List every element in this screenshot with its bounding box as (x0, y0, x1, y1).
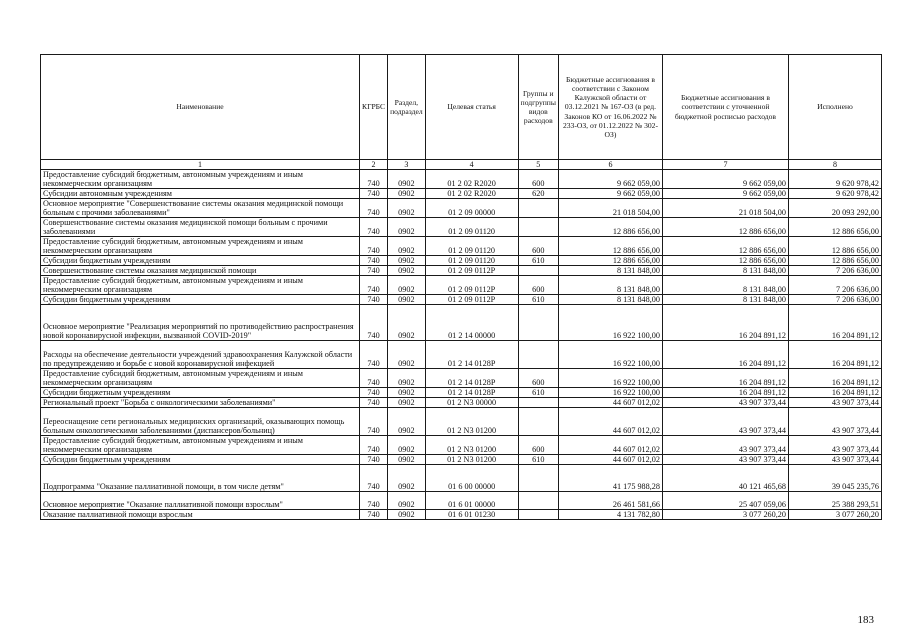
cell-name: Совершенствование системы оказания медицинской помощи (41, 266, 360, 276)
cell-group: 610 (518, 295, 558, 305)
cell-refined-appropriation: 9 662 059,00 (662, 189, 788, 199)
cell-executed: 16 204 891,12 (788, 388, 881, 398)
cell-target: 01 2 09 00000 (425, 199, 518, 218)
cell-name: Переоснащение сети региональных медицинских организаций, оказывающих помощь больным онкологическими заболеваниями (диспансеров/больниц) (41, 408, 360, 436)
cell-law-appropriation: 44 607 012,02 (558, 436, 662, 455)
cell-executed: 16 204 891,12 (788, 305, 881, 341)
cell-kgrbs: 740 (360, 369, 388, 388)
cell-name: Подпрограмма "Оказание паллиативной помощи, в том числе детям" (41, 465, 360, 492)
cell-target: 01 2 N3 01200 (425, 408, 518, 436)
cell-group: 610 (518, 455, 558, 465)
cell-name: Основное мероприятие "Реализация мероприятий по противодействию распространения новой коронавирусной инфекции, вызванной COVID-2019" (41, 305, 360, 341)
cell-group (518, 266, 558, 276)
cell-law-appropriation: 16 922 100,00 (558, 305, 662, 341)
cell-refined-appropriation: 8 131 848,00 (662, 266, 788, 276)
cell-group: 600 (518, 276, 558, 295)
header-executed: Исполнено (788, 55, 881, 160)
cell-section: 0902 (388, 455, 426, 465)
table-row (41, 408, 882, 436)
cell-refined-appropriation: 16 204 891,12 (662, 369, 788, 388)
cell-kgrbs: 740 (360, 189, 388, 199)
cell-refined-appropriation: 3 077 260,20 (662, 510, 788, 520)
cell-executed: 43 907 373,44 (788, 455, 881, 465)
cell-executed: 16 204 891,12 (788, 369, 881, 388)
cell-executed: 9 620 978,42 (788, 170, 881, 189)
table-row (41, 492, 882, 510)
cell-refined-appropriation: 21 018 504,00 (662, 199, 788, 218)
cell-executed: 12 886 656,00 (788, 256, 881, 266)
cell-group (518, 492, 558, 510)
cell-name: Предоставление субсидий бюджетным, автономным учреждениям и иным некоммерческим организациям (41, 276, 360, 295)
header-target: Целевая статья (425, 55, 518, 160)
cell-section: 0902 (388, 510, 426, 520)
cell-executed: 25 388 293,51 (788, 492, 881, 510)
table-row (41, 465, 882, 492)
cell-kgrbs: 740 (360, 218, 388, 237)
cell-target: 01 2 14 0128Р (425, 388, 518, 398)
cell-name: Предоставление субсидий бюджетным, автономным учреждениям и иным некоммерческим организациям (41, 237, 360, 256)
cell-target: 01 2 09 01120 (425, 237, 518, 256)
column-number: 8 (788, 160, 881, 170)
cell-kgrbs: 740 (360, 455, 388, 465)
cell-section: 0902 (388, 492, 426, 510)
cell-name: Оказание паллиативной помощи взрослым (41, 510, 360, 520)
column-number: 5 (518, 160, 558, 170)
table-row (41, 436, 882, 455)
table-row (41, 189, 882, 199)
cell-name: Субсидии бюджетным учреждениям (41, 256, 360, 266)
cell-target: 01 2 09 0112Р (425, 276, 518, 295)
cell-target: 01 2 N3 01200 (425, 455, 518, 465)
cell-group (518, 305, 558, 341)
cell-executed: 43 907 373,44 (788, 398, 881, 408)
cell-refined-appropriation: 8 131 848,00 (662, 295, 788, 305)
table-row (41, 199, 882, 218)
table-body (41, 170, 882, 520)
table-row (41, 276, 882, 295)
cell-law-appropriation: 44 607 012,02 (558, 408, 662, 436)
cell-group: 620 (518, 189, 558, 199)
cell-section: 0902 (388, 237, 426, 256)
cell-executed: 7 206 636,00 (788, 295, 881, 305)
cell-kgrbs: 740 (360, 266, 388, 276)
cell-section: 0902 (388, 398, 426, 408)
column-number: 6 (558, 160, 662, 170)
column-number: 1 (41, 160, 360, 170)
cell-kgrbs: 740 (360, 276, 388, 295)
table-row (41, 510, 882, 520)
page-number: 183 (857, 614, 874, 626)
cell-kgrbs: 740 (360, 305, 388, 341)
cell-refined-appropriation: 43 907 373,44 (662, 436, 788, 455)
cell-kgrbs: 740 (360, 408, 388, 436)
cell-target: 01 6 01 01230 (425, 510, 518, 520)
cell-section: 0902 (388, 305, 426, 341)
cell-executed: 43 907 373,44 (788, 408, 881, 436)
cell-refined-appropriation: 12 886 656,00 (662, 237, 788, 256)
cell-section: 0902 (388, 388, 426, 398)
cell-group (518, 510, 558, 520)
cell-law-appropriation: 12 886 656,00 (558, 237, 662, 256)
cell-kgrbs: 740 (360, 436, 388, 455)
cell-law-appropriation: 8 131 848,00 (558, 276, 662, 295)
cell-target: 01 6 00 00000 (425, 465, 518, 492)
cell-refined-appropriation: 43 907 373,44 (662, 398, 788, 408)
cell-group: 600 (518, 369, 558, 388)
cell-law-appropriation: 9 662 059,00 (558, 170, 662, 189)
cell-refined-appropriation: 43 907 373,44 (662, 455, 788, 465)
cell-law-appropriation: 41 175 988,28 (558, 465, 662, 492)
cell-group: 610 (518, 256, 558, 266)
cell-name: Региональный проект "Борьба с онкологическими заболеваниями" (41, 398, 360, 408)
cell-group (518, 199, 558, 218)
cell-section: 0902 (388, 276, 426, 295)
cell-law-appropriation: 16 922 100,00 (558, 388, 662, 398)
cell-kgrbs: 740 (360, 510, 388, 520)
cell-group: 600 (518, 436, 558, 455)
column-number: 7 (662, 160, 788, 170)
cell-kgrbs: 740 (360, 492, 388, 510)
table-row (41, 295, 882, 305)
cell-target: 01 2 14 0128Р (425, 369, 518, 388)
cell-executed: 12 886 656,00 (788, 218, 881, 237)
cell-group (518, 465, 558, 492)
header-kgrbs: КГРБС (360, 55, 388, 160)
cell-name: Совершенствование системы оказания медицинской помощи больным с прочими заболеваниями (41, 218, 360, 237)
cell-section: 0902 (388, 199, 426, 218)
table-row (41, 256, 882, 266)
cell-section: 0902 (388, 369, 426, 388)
cell-group (518, 398, 558, 408)
cell-group (518, 408, 558, 436)
cell-law-appropriation: 9 662 059,00 (558, 189, 662, 199)
cell-target: 01 2 N3 00000 (425, 398, 518, 408)
table-row (41, 305, 882, 341)
cell-law-appropriation: 26 461 581,66 (558, 492, 662, 510)
cell-executed: 39 045 235,76 (788, 465, 881, 492)
cell-name: Предоставление субсидий бюджетным, автономным учреждениям и иным некоммерческим организациям (41, 436, 360, 455)
cell-executed: 3 077 260,20 (788, 510, 881, 520)
cell-refined-appropriation: 16 204 891,12 (662, 341, 788, 369)
cell-law-appropriation: 8 131 848,00 (558, 295, 662, 305)
cell-kgrbs: 740 (360, 398, 388, 408)
cell-law-appropriation: 44 607 012,02 (558, 398, 662, 408)
cell-refined-appropriation: 16 204 891,12 (662, 305, 788, 341)
table-row (41, 237, 882, 256)
table-row (41, 341, 882, 369)
cell-target: 01 2 14 00000 (425, 305, 518, 341)
cell-group (518, 341, 558, 369)
cell-refined-appropriation: 43 907 373,44 (662, 408, 788, 436)
cell-target: 01 2 09 0112Р (425, 295, 518, 305)
cell-kgrbs: 740 (360, 295, 388, 305)
cell-name: Предоставление субсидий бюджетным, автономным учреждениям и иным некоммерческим организациям (41, 170, 360, 189)
cell-section: 0902 (388, 436, 426, 455)
table-row (41, 398, 882, 408)
table-row (41, 455, 882, 465)
cell-target: 01 2 09 01120 (425, 218, 518, 237)
cell-target: 01 2 02 R2020 (425, 170, 518, 189)
table-row (41, 266, 882, 276)
cell-name: Субсидии бюджетным учреждениям (41, 388, 360, 398)
column-number: 4 (425, 160, 518, 170)
header-law-appropriations: Бюджетные ассигнования в соответствии с Законом Калужской области от 03.12.2021 № 167-ОЗ (в ред. Законов КО от 16.06.2022 № 233-ОЗ, от 01.12.2022 № 302-ОЗ) (558, 55, 662, 160)
cell-law-appropriation: 16 922 100,00 (558, 341, 662, 369)
cell-law-appropriation: 12 886 656,00 (558, 218, 662, 237)
header-group: Группы и подгруппы видов расходов (518, 55, 558, 160)
cell-kgrbs: 740 (360, 341, 388, 369)
cell-executed: 9 620 978,42 (788, 189, 881, 199)
header-section: Раздел, подраздел (388, 55, 426, 160)
cell-section: 0902 (388, 341, 426, 369)
cell-name: Расходы на обеспечение деятельности учреждений здравоохранения Калужской области по предупреждению и борьбе с новой коронавирусной инфекцией (41, 341, 360, 369)
cell-executed: 7 206 636,00 (788, 276, 881, 295)
cell-kgrbs: 740 (360, 256, 388, 266)
cell-kgrbs: 740 (360, 199, 388, 218)
cell-group: 600 (518, 170, 558, 189)
cell-executed: 20 093 292,00 (788, 199, 881, 218)
cell-refined-appropriation: 9 662 059,00 (662, 170, 788, 189)
cell-section: 0902 (388, 170, 426, 189)
cell-target: 01 2 09 01120 (425, 256, 518, 266)
cell-law-appropriation: 44 607 012,02 (558, 455, 662, 465)
cell-target: 01 2 N3 01200 (425, 436, 518, 455)
cell-target: 01 2 02 R2020 (425, 189, 518, 199)
cell-kgrbs: 740 (360, 465, 388, 492)
cell-kgrbs: 740 (360, 170, 388, 189)
cell-refined-appropriation: 8 131 848,00 (662, 276, 788, 295)
cell-executed: 43 907 373,44 (788, 436, 881, 455)
cell-law-appropriation: 12 886 656,00 (558, 256, 662, 266)
cell-name: Субсидии бюджетным учреждениям (41, 455, 360, 465)
header-row (41, 55, 882, 160)
cell-name: Предоставление субсидий бюджетным, автономным учреждениям и иным некоммерческим организациям (41, 369, 360, 388)
budget-table (40, 54, 882, 520)
cell-section: 0902 (388, 465, 426, 492)
column-number-row (41, 160, 882, 170)
cell-target: 01 2 09 0112Р (425, 266, 518, 276)
table-row (41, 218, 882, 237)
cell-target: 01 2 14 0128Р (425, 341, 518, 369)
cell-name: Основное мероприятие "Совершенствование системы оказания медицинской помощи больным с прочими заболеваниями" (41, 199, 360, 218)
cell-refined-appropriation: 40 121 465,68 (662, 465, 788, 492)
cell-kgrbs: 740 (360, 388, 388, 398)
cell-section: 0902 (388, 266, 426, 276)
cell-law-appropriation: 8 131 848,00 (558, 266, 662, 276)
cell-section: 0902 (388, 218, 426, 237)
cell-target: 01 6 01 00000 (425, 492, 518, 510)
cell-executed: 16 204 891,12 (788, 341, 881, 369)
cell-name: Субсидии автономным учреждениям (41, 189, 360, 199)
cell-section: 0902 (388, 295, 426, 305)
cell-section: 0902 (388, 189, 426, 199)
cell-law-appropriation: 16 922 100,00 (558, 369, 662, 388)
header-name: Наименование (41, 55, 360, 160)
column-number: 3 (388, 160, 426, 170)
cell-refined-appropriation: 16 204 891,12 (662, 388, 788, 398)
cell-name: Основное мероприятие "Оказание паллиативной помощи взрослым" (41, 492, 360, 510)
cell-group (518, 218, 558, 237)
header-refined-appropriations: Бюджетные ассигнования в соответствии с уточненной бюджетной росписью расходов (662, 55, 788, 160)
cell-group: 600 (518, 237, 558, 256)
cell-refined-appropriation: 25 407 059,06 (662, 492, 788, 510)
cell-executed: 7 206 636,00 (788, 266, 881, 276)
cell-law-appropriation: 21 018 504,00 (558, 199, 662, 218)
cell-name: Субсидии бюджетным учреждениям (41, 295, 360, 305)
table-row (41, 388, 882, 398)
cell-section: 0902 (388, 256, 426, 266)
table-row (41, 369, 882, 388)
table-row (41, 170, 882, 189)
cell-section: 0902 (388, 408, 426, 436)
cell-refined-appropriation: 12 886 656,00 (662, 256, 788, 266)
column-number: 2 (360, 160, 388, 170)
cell-law-appropriation: 4 131 782,80 (558, 510, 662, 520)
cell-kgrbs: 740 (360, 237, 388, 256)
cell-group: 610 (518, 388, 558, 398)
cell-executed: 12 886 656,00 (788, 237, 881, 256)
cell-refined-appropriation: 12 886 656,00 (662, 218, 788, 237)
